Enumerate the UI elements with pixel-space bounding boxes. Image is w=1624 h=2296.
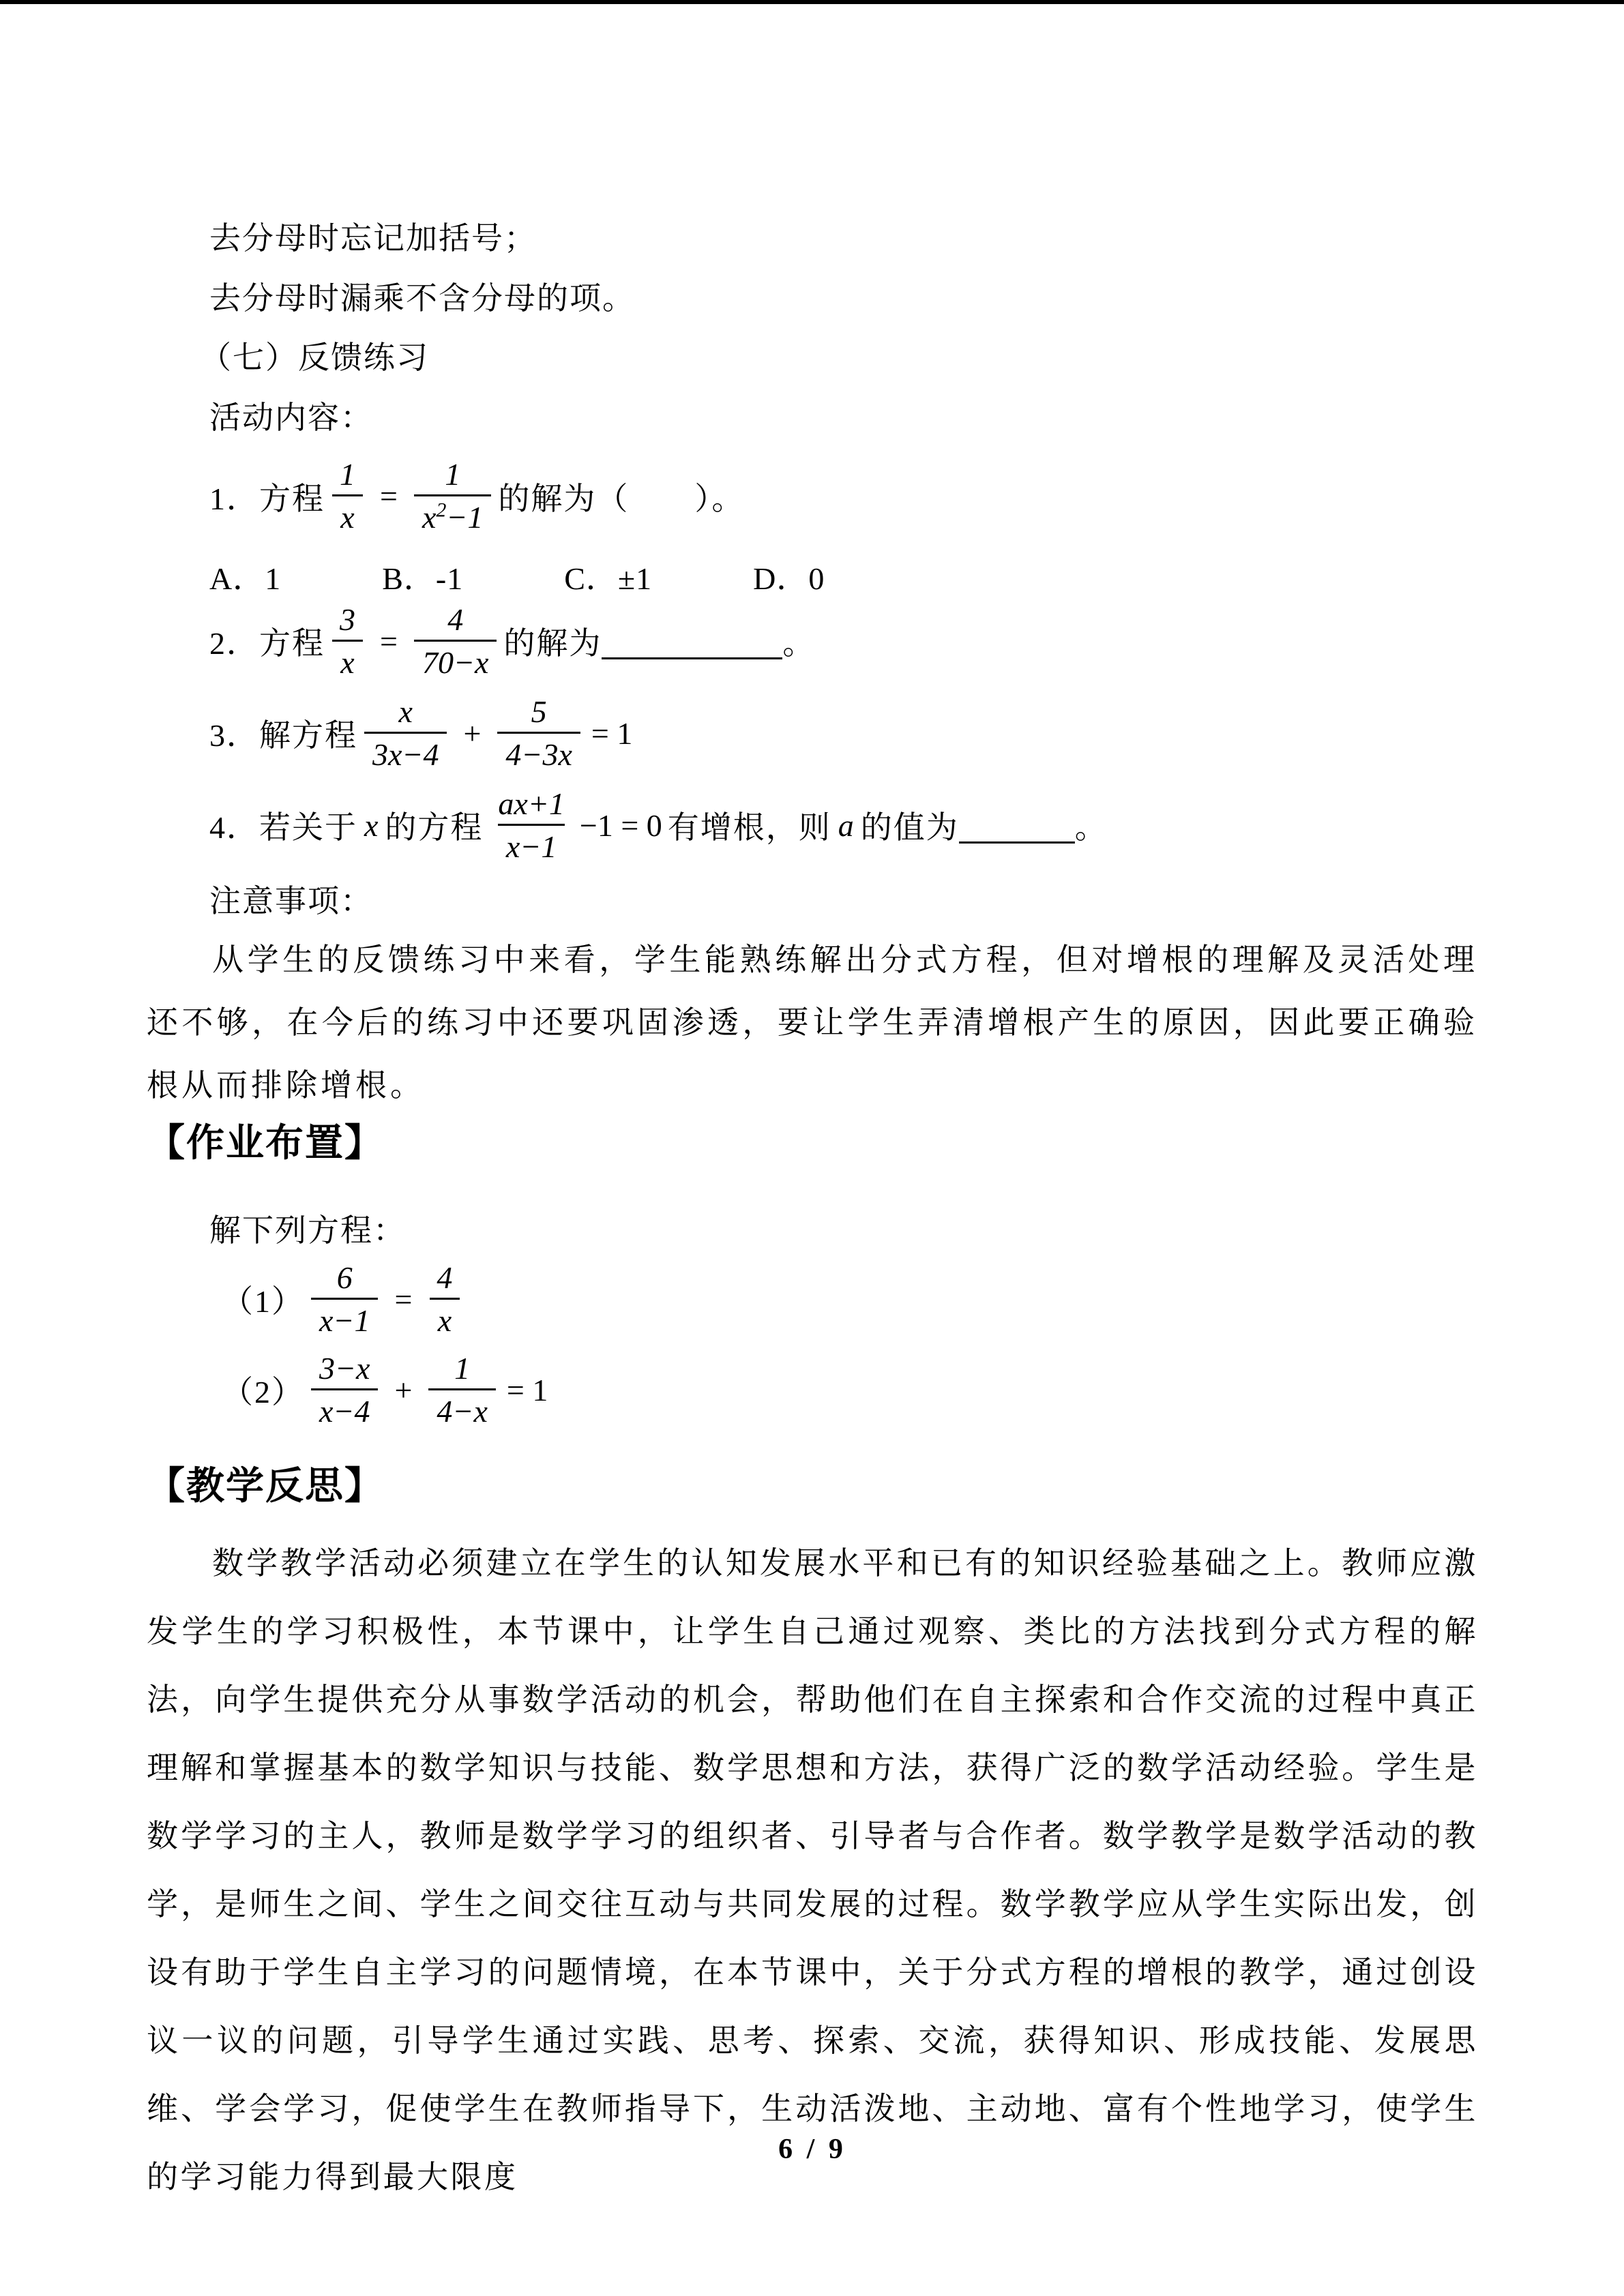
choice-row xyxy=(209,554,926,599)
choice-c: C．±1 xyxy=(564,561,653,596)
fraction: $\frac{1}{4-x}$ xyxy=(428,1351,495,1429)
intro-line-2: 去分母时漏乘不含分母的项。 xyxy=(209,281,635,316)
exercise-1-tail: 的解为（ ）。 xyxy=(498,481,745,516)
exercise-4 xyxy=(209,781,1108,869)
exercise-3-number: 3． xyxy=(209,718,259,753)
exercise-2-period: 。 xyxy=(782,626,816,661)
fraction: $\frac{4}{x}$ xyxy=(428,1260,460,1338)
answer-blank xyxy=(959,807,1075,844)
exercise-2 xyxy=(209,597,815,685)
variable-a: a xyxy=(838,807,854,843)
exercise-4-lead2: 的方程 xyxy=(385,810,484,845)
homework-1-number: （1） xyxy=(222,1284,304,1319)
exercise-4-lead4: 的值为 xyxy=(860,810,959,845)
choice-a: A．1 xyxy=(209,561,282,596)
plus-sign: + xyxy=(463,715,482,751)
fraction: $\frac{x}{3x-4}$ xyxy=(364,694,447,772)
fraction: $\frac{4}{70-x}$ xyxy=(414,602,497,680)
variable-x: x xyxy=(364,807,379,843)
fraction: $\frac{3}{x}$ xyxy=(331,602,364,680)
fraction: $\frac{ax+1}{x-1}$ xyxy=(498,786,565,864)
homework-section-header: 【作业布置】 xyxy=(147,1121,384,1164)
exercise-3-tail: = 1 xyxy=(591,715,633,751)
exercise-4-period: 。 xyxy=(1074,810,1108,845)
exercise-1-lead: 方程 xyxy=(259,481,325,516)
homework-item-2 xyxy=(222,1345,548,1435)
notes-title: 注意事项： xyxy=(209,884,373,919)
equals-sign: = xyxy=(380,623,398,659)
fraction: $\frac{6}{x-1}$ xyxy=(311,1260,378,1338)
answer-blank xyxy=(602,623,782,659)
activity-content-label: 活动内容： xyxy=(209,400,373,435)
intro-line-1: 去分母时忘记加括号； xyxy=(209,221,537,256)
page-number: 6 / 9 xyxy=(778,2134,846,2165)
fraction: $\frac{5}{4-3x}$ xyxy=(497,694,580,772)
equals-sign: = xyxy=(394,1281,413,1317)
notes-paragraph: 从学生的反馈练习中来看，学生能熟练解出分式方程，但对增根的理解及灵活处理还不够，在今后的练习中还要巩固渗透，要让学生弄清增根产生的原因，因此要正确验根从而排除增根。 xyxy=(147,942,1478,1103)
exercise-2-lead: 方程 xyxy=(259,626,325,661)
homework-2-number: （2） xyxy=(222,1375,304,1410)
fraction: $\frac{1}{x}$ xyxy=(331,457,364,535)
homework-intro: 解下列方程： xyxy=(209,1213,406,1248)
page-content xyxy=(147,0,1478,2296)
exercise-2-number: 2． xyxy=(209,626,259,661)
reflection-section-header: 【教学反思】 xyxy=(147,1464,384,1507)
exercise-4-lead1: 若关于 xyxy=(259,810,357,845)
exercise-3-lead: 解方程 xyxy=(259,718,357,753)
choice-b: B．-1 xyxy=(382,561,464,596)
fraction: $\frac{1}{x^2-1}$ xyxy=(414,457,491,535)
exercise-2-tail: 的解为 xyxy=(503,626,602,661)
homework-item-1 xyxy=(222,1258,467,1340)
equals-sign: = xyxy=(380,479,398,513)
exercise-1 xyxy=(209,447,744,546)
exercise-3 xyxy=(209,689,632,777)
section-seven-title: （七）反馈练习 xyxy=(200,340,429,375)
homework-2-tail: = 1 xyxy=(506,1372,548,1407)
exercise-4-lead3: 有增根，则 xyxy=(667,810,831,845)
fraction: $\frac{3-x}{x-4}$ xyxy=(311,1351,378,1429)
exercise-4-number: 4． xyxy=(209,810,259,845)
plus-sign: + xyxy=(394,1372,413,1407)
exercise-4-equation-tail: −1 = 0 xyxy=(579,807,662,843)
reflection-paragraph: 数学教学活动必须建立在学生的认知发展水平和已有的知识经验基础之上。教师应激发学生的学习积极性，本节课中，让学生自己通过观察、类比的方法找到分式方程的解法，向学生提供充分从事数学活动的机会，帮助他们在自主探索和合作交流的过程中真正理解和掌握基本的数学知识与技能、数学思想和方法，获得广泛的数学活动经验。学生是数学学习的主人，教师是数学学习的组织者、引导者与合作者。数学教学是数学活动的教学，是师生之间、学生之间交往互动与共同发展的过程。数学教学应从学生实际出发，创设有助于学生自主学习的问题情境，在本节课中，关于分式方程的增根的教学，通过创设议一议的问题，引导学生通过实践、思考、探索、交流，获得知识、形成技能、发展思维、学会学习，促使学生在教师指导下，生动活泼地、主动地、富有个性地学习，使学生的学习能力得到最大限度 xyxy=(147,1546,1478,2194)
exercise-1-number: 1． xyxy=(209,481,259,516)
choice-d: D．0 xyxy=(753,561,825,596)
